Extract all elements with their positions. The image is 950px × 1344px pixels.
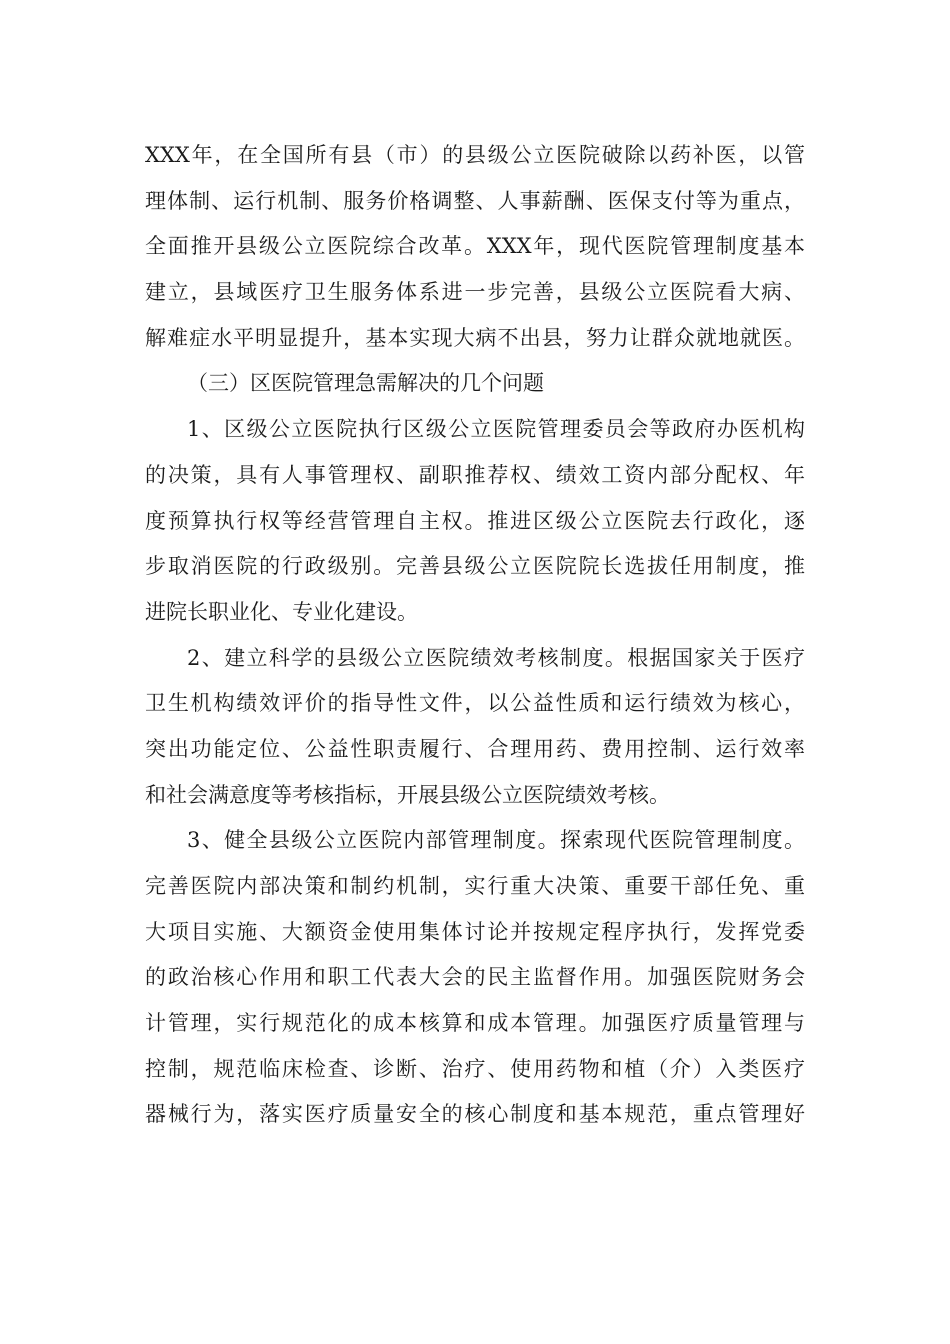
text-line: 全面推开县级公立医院综合改革。XXX年，现代医院管理制度基本 xyxy=(145,234,805,259)
text-line: 1、区级公立医院执行区级公立医院管理委员会等政府办医机构 xyxy=(187,417,805,442)
text-line: 步取消医院的行政级别。完善县级公立医院院长选拔任用制度，推 xyxy=(145,554,805,579)
text-line: 的决策，具有人事管理权、副职推荐权、绩效工资内部分配权、年 xyxy=(145,462,805,487)
text-line: 和社会满意度等考核指标，开展县级公立医院绩效考核。 xyxy=(145,782,670,807)
text-line: 突出功能定位、公益性职责履行、合理用药、费用控制、运行效率 xyxy=(145,736,805,761)
text-line: 度预算执行权等经营管理自主权。推进区级公立医院去行政化，逐 xyxy=(145,508,805,533)
text-line: 解难症水平明显提升，基本实现大病不出县，努力让群众就地就医。 xyxy=(145,325,805,350)
text-line: 的政治核心作用和职工代表大会的民主监督作用。加强医院财务会 xyxy=(145,965,805,990)
text-line: 器械行为，落实医疗质量安全的核心制度和基本规范，重点管理好 xyxy=(145,1102,805,1127)
text-line: 进院长职业化、专业化建设。 xyxy=(145,599,418,624)
text-line: （三）区医院管理急需解决的几个问题 xyxy=(187,371,544,396)
text-line: 理体制、运行机制、服务价格调整、人事薪酬、医保支付等为重点， xyxy=(145,188,805,213)
text-line: 3、健全县级公立医院内部管理制度。探索现代医院管理制度。 xyxy=(187,828,805,853)
text-line: 完善医院内部决策和制约机制，实行重大决策、重要干部任免、重 xyxy=(145,874,805,898)
text-line: 卫生机构绩效评价的指导性文件，以公益性质和运行绩效为核心， xyxy=(145,691,805,716)
text-line: 建立，县域医疗卫生服务体系进一步完善，县级公立医院看大病、 xyxy=(145,280,805,305)
text-line: 大项目实施、大额资金使用集体讨论并按规定程序执行，发挥党委 xyxy=(145,919,805,944)
text-line: 控制，规范临床检查、诊断、治疗、使用药物和植（介）入类医疗 xyxy=(145,1056,805,1081)
text-line: 计管理，实行规范化的成本核算和成本管理。加强医疗质量管理与 xyxy=(145,1011,805,1036)
document-body xyxy=(145,133,805,1138)
text-line: 2、建立科学的县级公立医院绩效考核制度。根据国家关于医疗 xyxy=(187,645,805,670)
text-line: XXX年，在全国所有县（市）的县级公立医院破除以药补医，以管 xyxy=(145,143,805,167)
